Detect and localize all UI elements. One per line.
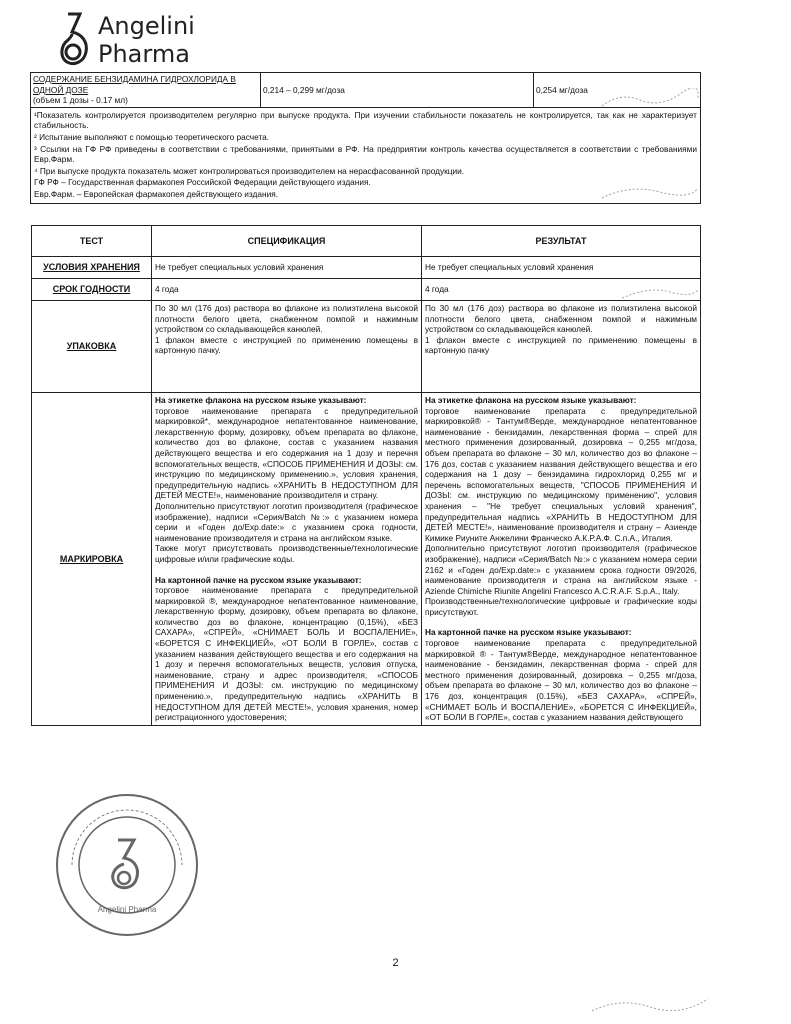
svg-text:Angelini Pharma: Angelini Pharma — [97, 905, 157, 914]
packaging-spec — [152, 301, 422, 393]
content-result-cell: 0,254 мг/доза — [534, 73, 701, 108]
content-label-line1: СОДЕРЖАНИЕ БЕНЗИДАМИНА ГИДРОХЛОРИДА В — [33, 74, 236, 84]
marking-result-box-heading: На картонной пачке на русском языке указывают: — [425, 627, 632, 638]
content-spec-cell: 0,214 – 0,299 мг/доза — [261, 73, 534, 108]
marking-spec-box-text: торговое наименование препарата с предупредительной маркировкой ®, международное непатентованное наименование, лекарственную форму, дозировку, объем препарата во флаконе, количество доз во флаконе, концентрацию (0,15%), «БЕЗ САХАРА», «СПРЕЙ», «СНИМАЕТ БОЛЬ И ВОСПАЛЕНИЕ», «БОРЕТСЯ С ИНФЕКЦИЕЙ», «ОТ БОЛИ В ГОРЛЕ», состав с указанием названия действующего вещества и его содержания на 1 дозу и перечня вспомогательных веществ, условия отпуска, наименование, страну и адрес производителя, «СПОСОБ ПРИМЕНЕНИЯ И ДОЗЫ: см. инструкцию по медицинскому применению.», предупредительную надпись «ХРАНИТЬ В НЕДОСТУПНОМ ДЛЯ ДЕТЕЙ МЕСТЕ!», условия хранения, номер регистрационного удостоверения; — [155, 585, 418, 723]
marking-spec-vial-extra: Дополнительно присутствуют логотип производителя (графическое изображение), надписи «Серия/Batch №:» с указанием номера серии и «Годен до/Exp.date:» с указанием срока годности, наименование производителя и страна на английском языке. — [155, 500, 418, 543]
signature-scribble — [590, 995, 710, 1017]
shelf-spec: 4 года — [152, 279, 422, 301]
marking-result — [422, 393, 701, 726]
content-label-line2: ОДНОЙ ДОЗЕ — [33, 84, 89, 95]
note-4: ⁴ При выпуске продукта показатель может контролироваться производителем на нерасфасованной продукции. — [34, 165, 465, 176]
packaging-result-p2: 1 флакон вместе с инструкцией по применению помещены в картонную пачку — [425, 334, 697, 356]
brand-sub: Pharma — [98, 40, 190, 68]
page-number: 2 — [392, 957, 399, 969]
marking-spec-vial-heading: На этикетке флакона на русском языке указывают: — [155, 395, 367, 405]
packaging-row — [32, 301, 701, 393]
note-5: ГФ РФ – Государственная фармакопея Российской Федерации действующего издания. — [34, 177, 371, 188]
marking-row — [32, 393, 701, 726]
content-label-line3: (объем 1 дозы - 0.17 мл) — [33, 95, 128, 106]
packaging-result-p1: По 30 мл (176 доз) раствора во флаконе из полиэтилена высокой плотности белого цвета, снабженном помпой и нажимным устройством со складывающейся канюлей. — [425, 303, 697, 335]
marking-result-vial-codes: Производственные/технологические цифровые и графические коды присутствуют. — [425, 596, 697, 617]
marking-spec-vial-text: торговое наименование препарата с предупредительной маркировкой*, международное непатентованное наименование, лекарственную форму, дозировку, объем препарата во флаконе, количество доз во флаконе, состав с указанием названия действующего вещества и его содержания на 1 дозу и перечня вспомогательных веществ, «СПОСОБ ПРИМЕНЕНИЯ И ДОЗЫ: см. инструкцию по медицинскому применению.», условия хранения, предупредительную надпись «ХРАНИТЬ В НЕДОСТУПНОМ ДЛЯ ДЕТЕЙ МЕСТЕ!», наименование производителя и страну. — [155, 405, 418, 501]
storage-row — [32, 257, 701, 279]
marking-result-box-text: торговое наименование препарата с предупредительной маркировкой ® - Тантум®Верде, международное непатентованное наименование - бензидамин, лекарственная форма - спрей для местного применения дозированный, дозировка – 0,255 мг/доза, объем препарата во флаконе – 30 мл, количество доз во флаконе – 176 доз, концентрация (0.15%), «БЕЗ САХАРА», «СПРЕЙ», «СНИМАЕТ БОЛЬ И ВОСПАЛЕНИЕ», «БОРЕТСЯ С ИНФЕКЦИЕЙ», «ОТ БОЛИ В ГОРЛЕ», состав с указанием названия действующего — [425, 638, 697, 723]
storage-test: УСЛОВИЯ ХРАНЕНИЯ — [32, 257, 152, 279]
angelini-logo-icon — [58, 12, 94, 73]
content-label-cell — [31, 73, 261, 108]
note-1: ¹Показатель контролируется производителем регулярно при выпуске продукта. При изучении стабильности показатель не контролируется, так как не характеризует стабильность. — [34, 109, 697, 131]
signature-scribble — [620, 282, 700, 304]
marking-spec-vial-codes: Также могут присутствовать производственные/технологические цифровые и/или графические коды. — [155, 543, 418, 564]
note-3: ³ Ссылки на ГФ РФ приведены в соответствии с требованиями, принятыми в РФ. На предприятии контроль качества осуществляется в соответствии с требованиями Евр.Фарм. — [34, 143, 697, 165]
brand-name: Angelini — [98, 12, 195, 40]
note-2: ² Испытание выполняют с помощью теоретического расчета. — [34, 131, 270, 142]
specification-table — [31, 225, 701, 726]
header-spec: СПЕЦИФИКАЦИЯ — [152, 226, 422, 257]
shelf-result: 4 года — [422, 279, 701, 301]
marking-spec-box-heading: На картонной пачке на русском языке указывают: — [155, 574, 362, 585]
signature-scribble — [600, 182, 700, 204]
marking-result-vial-extra: Дополнительно присутствуют логотип производителя (графическое изображение), надписи «Серия/Batch №:» с указанием номера серии 2162 и «Годен до/Exp.date:» с указанием срока годности 09/2026, наименование производителя и страна на английском языке - Aziende Chimiche Riunite Angelini Francesco A.C.R.A.F. S.p.A., Italy. — [425, 543, 697, 596]
company-stamp — [52, 790, 202, 945]
note-6: Евр.Фарм. – Европейская фармакопея действующего издания. — [34, 188, 279, 199]
marking-result-vial-heading: На этикетке флакона на русском языке указывают: — [425, 395, 637, 405]
storage-result: Не требует специальных условий хранения — [422, 257, 701, 279]
shelf-row — [32, 279, 701, 301]
signature-scribble — [600, 88, 700, 110]
packaging-spec-p2: 1 флакон вместе с инструкцией по применению помещены в картонную пачку. — [155, 334, 418, 356]
packaging-test: УПАКОВКА — [32, 301, 152, 393]
packaging-spec-p1: По 30 мл (176 доз) раствора во флаконе из полиэтилена высокой плотности белого цвета, снабженном помпой и нажимным устройством со складывающейся канюлей. — [155, 303, 418, 335]
packaging-result — [422, 301, 701, 393]
storage-spec: Не требует специальных условий хранения — [152, 257, 422, 279]
shelf-test: СРОК ГОДНОСТИ — [32, 279, 152, 301]
marking-test: МАРКИРОВКА — [32, 393, 152, 726]
header-test: ТЕСТ — [32, 226, 152, 257]
marking-result-vial-text: торговое наименование препарата с предупредительной маркировкой® - Тантум®Верде, международное непатентованное наименование - бензидамин, лекарственная форма – спрей для местного применения дозированный, дозировка – 0,255 мг/доза, объем препарата во флаконе – 30 мл, количество доз во флаконе – 176 доз, состав с указанием названия действующего вещества и его содержания на 1 дозу – бензидамина гидрохлорид 0,255 мг и перечень вспомогательных веществ, "СПОСОБ ПРИМЕНЕНИЯ И ДОЗЫ: см. инструкцию по медицинскому применению", условия хранения – "Не требует специальных условий хранения", предупредительная надпись «ХРАНИТЬ В НЕДОСТУПНОМ ДЛЯ ДЕТЕЙ МЕСТЕ!», наименование производителя и страну – Азиенде Кимике Риуните Анжелини Франческо А.К.Р.А.Ф. С.п.А., Италия. — [425, 405, 697, 543]
marking-spec — [152, 393, 422, 726]
header-result: РЕЗУЛЬТАТ — [422, 226, 701, 257]
table-header-row — [32, 226, 701, 257]
